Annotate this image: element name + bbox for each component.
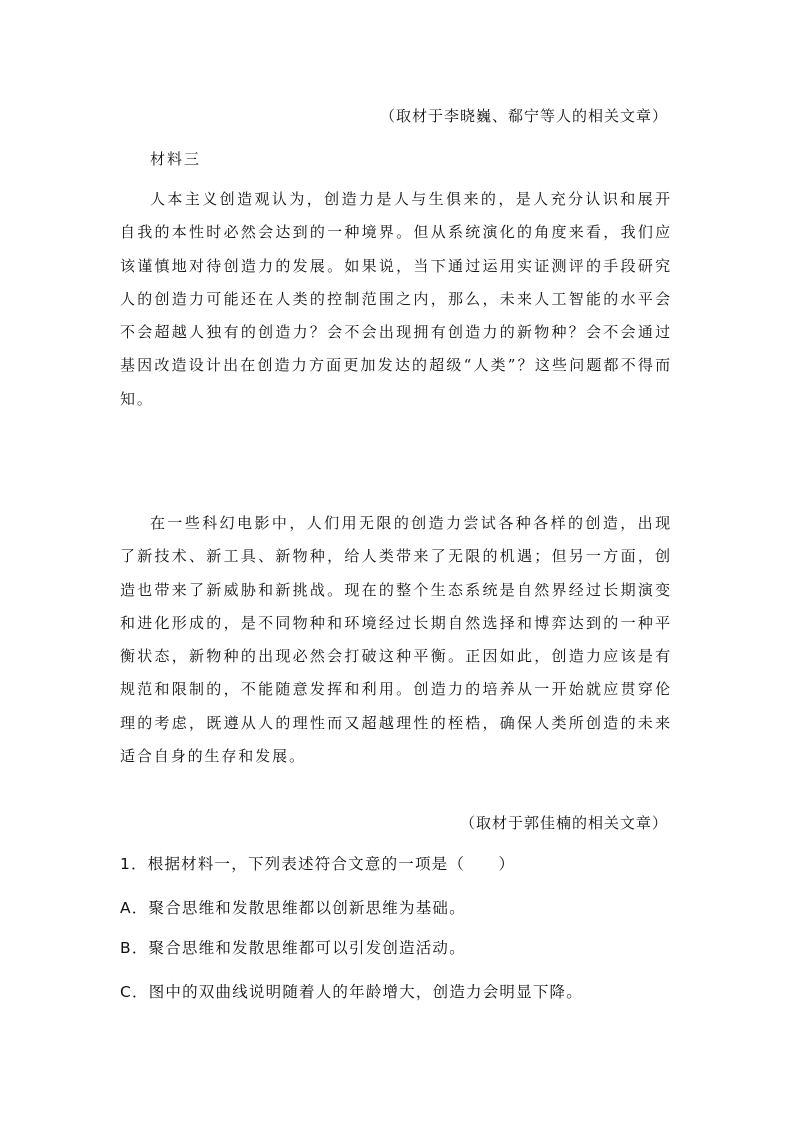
material-two-source: （取材于李晓巍、郗宁等人的相关文章）	[379, 107, 668, 125]
material-three-heading: 材料三	[150, 150, 202, 168]
material-three-paragraph-2: 在一些科幻电影中，人们用无限的创造力尝试各种各样的创造，出现了新技术、新工具、新物种，给人类带来了无限的机遇；但另一方面，创造也带来了新威胁和新挑战。现在的整个生态系统是自然界经过长期演变和进化形成的，是不同物种和环境经过长期自然选择和博弈达到的一种平衡状态，新物种的出现必然会打破这种平衡。正因如此，创造力应该是有规范和限制的，不能随意发挥和利用。创造力的培养从一开始就应贯穿伦理的考虑，既遵从人的理性而又超越理性的桎梏，确保人类所创造的未来适合自身的生存和发展。	[120, 514, 672, 766]
question-1-option-a: A．聚合思维和发散思维都以创新思维为基础。	[120, 899, 466, 917]
question-1-option-b: B．聚合思维和发散思维都可以引发创造活动。	[120, 939, 466, 957]
material-three-paragraph-1: 人本主义创造观认为，创造力是人与生俱来的，是人充分认识和展开自我的本性时必然会达到的一种境界。但从系统演化的角度来看，我们应该谨慎地对待创造力的发展。如果说，当下通过运用实证测评的手段研究人的创造力可能还在人类的控制范围之内，那么，未来人工智能的水平会不会超越人独有的创造力？会不会出现拥有创造力的新物种？会不会通过基因改造设计出在创造力方面更加发达的超级“人类”？这些问题都不得而知。	[120, 190, 672, 408]
question-1-stem: 1．根据材料一，下列表述符合文意的一项是（ ）	[120, 855, 516, 873]
question-1-option-c: C．图中的双曲线说明随着人的年龄增大，创造力会明显下降。	[120, 983, 583, 1001]
material-three-source: （取材于郭佳楠的相关文章）	[459, 814, 668, 832]
